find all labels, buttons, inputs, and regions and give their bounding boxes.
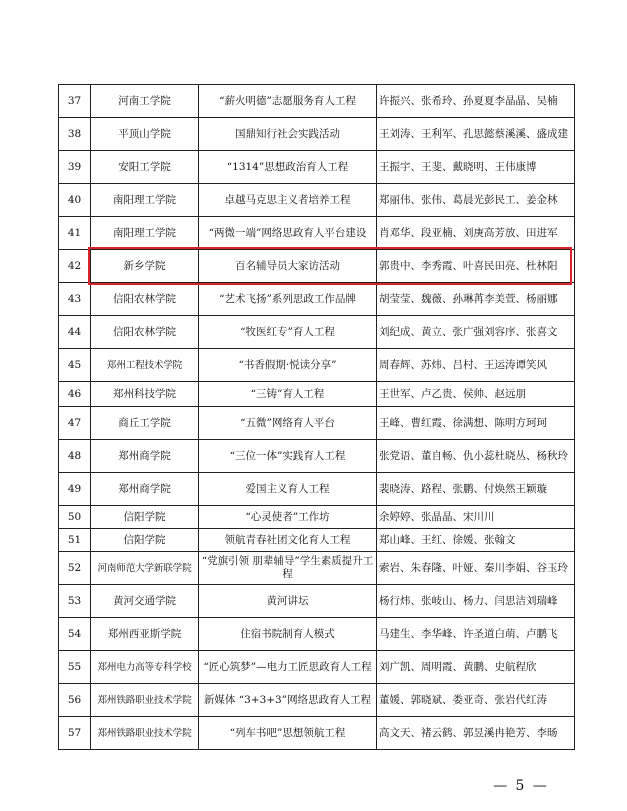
project-name: “心灵使者”工作坊 (199, 506, 377, 529)
member-names: 郑山峰、王红、徐媛、张翰文 (377, 529, 575, 552)
project-name: 卓越马克思主义者培养工程 (199, 184, 377, 217)
school-name: 南阳理工学院 (91, 217, 199, 250)
member-names: 王刘涛、王利军、孔思懿蔡溪溪、盛成建 (377, 118, 575, 151)
row-number: 37 (59, 85, 91, 118)
member-names: 董媛、郭晓斌、娄亚奇、张岩代红涛 (377, 684, 575, 717)
row-number: 46 (59, 382, 91, 407)
school-name: 黄河交通学院 (91, 585, 199, 618)
member-names: 周春辉、苏炜、吕村、王运涛谭笑风 (377, 349, 575, 382)
project-name: “书香假期·悦读分享” (199, 349, 377, 382)
table-row (59, 506, 575, 529)
row-number: 45 (59, 349, 91, 382)
project-name: “匠心筑梦”—电力工匠思政育人工程 (199, 651, 377, 684)
table-row (59, 473, 575, 506)
row-number: 52 (59, 552, 91, 585)
row-number: 39 (59, 151, 91, 184)
table-row (59, 407, 575, 440)
project-name: 领航青春社团文化育人工程 (199, 529, 377, 552)
table-row (59, 552, 575, 585)
school-name: 新乡学院 (91, 250, 199, 283)
row-number: 53 (59, 585, 91, 618)
school-name: 郑州商学院 (91, 473, 199, 506)
school-name: 河南工学院 (91, 85, 199, 118)
school-name: 平顶山学院 (91, 118, 199, 151)
member-names: 王振宇、王斐、戴晓明、王伟康博 (377, 151, 575, 184)
project-name: “五微”网络育人平台 (199, 407, 377, 440)
row-number: 48 (59, 440, 91, 473)
table-row (59, 349, 575, 382)
school-name: 郑州电力高等专科学校 (91, 651, 199, 684)
member-names: 刘纪成、黄立、张广强刘容序、张喜文 (377, 316, 575, 349)
page-number: — 5 — (493, 778, 549, 794)
member-names: 杨行炜、张岐山、杨力、闫思洁刘瑞峰 (377, 585, 575, 618)
member-names: 索岩、朱春隆、叶娅、秦川李娟、谷玉玲 (377, 552, 575, 585)
table-row (59, 651, 575, 684)
member-names: 胡莹莹、魏薇、孙琳苒李美萱、杨丽娜 (377, 283, 575, 316)
row-number: 44 (59, 316, 91, 349)
school-name: 商丘工学院 (91, 407, 199, 440)
row-number: 55 (59, 651, 91, 684)
member-names: 裴晓涛、路程、张鹏、付焕然王颖璇 (377, 473, 575, 506)
school-name: 信阳农林学院 (91, 316, 199, 349)
project-name: 百名辅导员大家访活动 (199, 250, 377, 283)
project-name: “艺术飞扬”系列思政工作品牌 (199, 283, 377, 316)
project-name: 黄河讲坛 (199, 585, 377, 618)
project-name: “三位一体”实践育人工程 (199, 440, 377, 473)
award-table-body (59, 85, 575, 750)
school-name: 郑州工程技术学院 (91, 349, 199, 382)
table-row (59, 529, 575, 552)
award-table (58, 84, 575, 750)
member-names: 王峰、曹红霞、徐满想、陈明方珂珂 (377, 407, 575, 440)
table-row (59, 585, 575, 618)
row-number: 40 (59, 184, 91, 217)
project-name: “党旗引领 朋辈辅导”学生素质提升工程 (199, 552, 377, 585)
project-name: “列车书吧”思想领航工程 (199, 717, 377, 750)
school-name: 南阳理工学院 (91, 184, 199, 217)
table-row (59, 618, 575, 651)
project-name: 新媒体 “3+3+3”网络思政育人工程 (199, 684, 377, 717)
school-name: 信阳学院 (91, 506, 199, 529)
school-name: 郑州商学院 (91, 440, 199, 473)
row-number: 49 (59, 473, 91, 506)
school-name: 信阳农林学院 (91, 283, 199, 316)
row-number: 51 (59, 529, 91, 552)
table-row (59, 151, 575, 184)
school-name: 安阳工学院 (91, 151, 199, 184)
project-name: 国鼎知行社会实践活动 (199, 118, 377, 151)
member-names: 郑丽伟、张伟、葛晨光彭民工、姜金林 (377, 184, 575, 217)
project-name: 爱国主义育人工程 (199, 473, 377, 506)
table-row (59, 440, 575, 473)
member-names: 郭贵中、李秀霞、叶喜民田亮、杜林阳 (377, 250, 575, 283)
table-row (59, 184, 575, 217)
school-name: 郑州铁路职业技术学院 (91, 684, 199, 717)
school-name: 郑州科技学院 (91, 382, 199, 407)
table-row (59, 118, 575, 151)
member-names: 王世军、卢乙贵、侯帅、赵远朋 (377, 382, 575, 407)
member-names: 张党语、董自畅、仇小蕊杜晓丛、杨秋玲 (377, 440, 575, 473)
row-number: 57 (59, 717, 91, 750)
row-number: 41 (59, 217, 91, 250)
row-number: 42 (59, 250, 91, 283)
school-name: 信阳学院 (91, 529, 199, 552)
project-name: “两微一端”网络思政育人平台建设 (199, 217, 377, 250)
table-row (59, 85, 575, 118)
school-name: 郑州西亚斯学院 (91, 618, 199, 651)
member-names: 马建生、李华峰、许圣道白萌、卢鹏飞 (377, 618, 575, 651)
member-names: 高文天、褚云鹤、郭昱溪冉艳芳、李旸 (377, 717, 575, 750)
member-names: 许振兴、张希玲、孙夏夏李晶晶、吴楠 (377, 85, 575, 118)
row-number: 50 (59, 506, 91, 529)
table-row (59, 217, 575, 250)
row-number: 47 (59, 407, 91, 440)
table-row (59, 283, 575, 316)
member-names: 余婷婷、张晶晶、宋川川 (377, 506, 575, 529)
table-row (59, 684, 575, 717)
table-row (59, 316, 575, 349)
project-name: “三铸”育人工程 (199, 382, 377, 407)
school-name: 郑州铁路职业技术学院 (91, 717, 199, 750)
table-row (59, 717, 575, 750)
project-name: “薪火明德”志愿服务育人工程 (199, 85, 377, 118)
row-number: 56 (59, 684, 91, 717)
row-number: 43 (59, 283, 91, 316)
member-names: 刘广凯、周明霞、黄鹏、史航程欣 (377, 651, 575, 684)
table-row (59, 250, 575, 283)
school-name: 河南师范大学新联学院 (91, 552, 199, 585)
row-number: 38 (59, 118, 91, 151)
row-number: 54 (59, 618, 91, 651)
member-names: 肖邓华、段亚楠、刘庚高芳放、田进军 (377, 217, 575, 250)
project-name: “1314”思想政治育人工程 (199, 151, 377, 184)
table-row (59, 382, 575, 407)
project-name: 住宿书院制育人模式 (199, 618, 377, 651)
project-name: “牧医红专”育人工程 (199, 316, 377, 349)
